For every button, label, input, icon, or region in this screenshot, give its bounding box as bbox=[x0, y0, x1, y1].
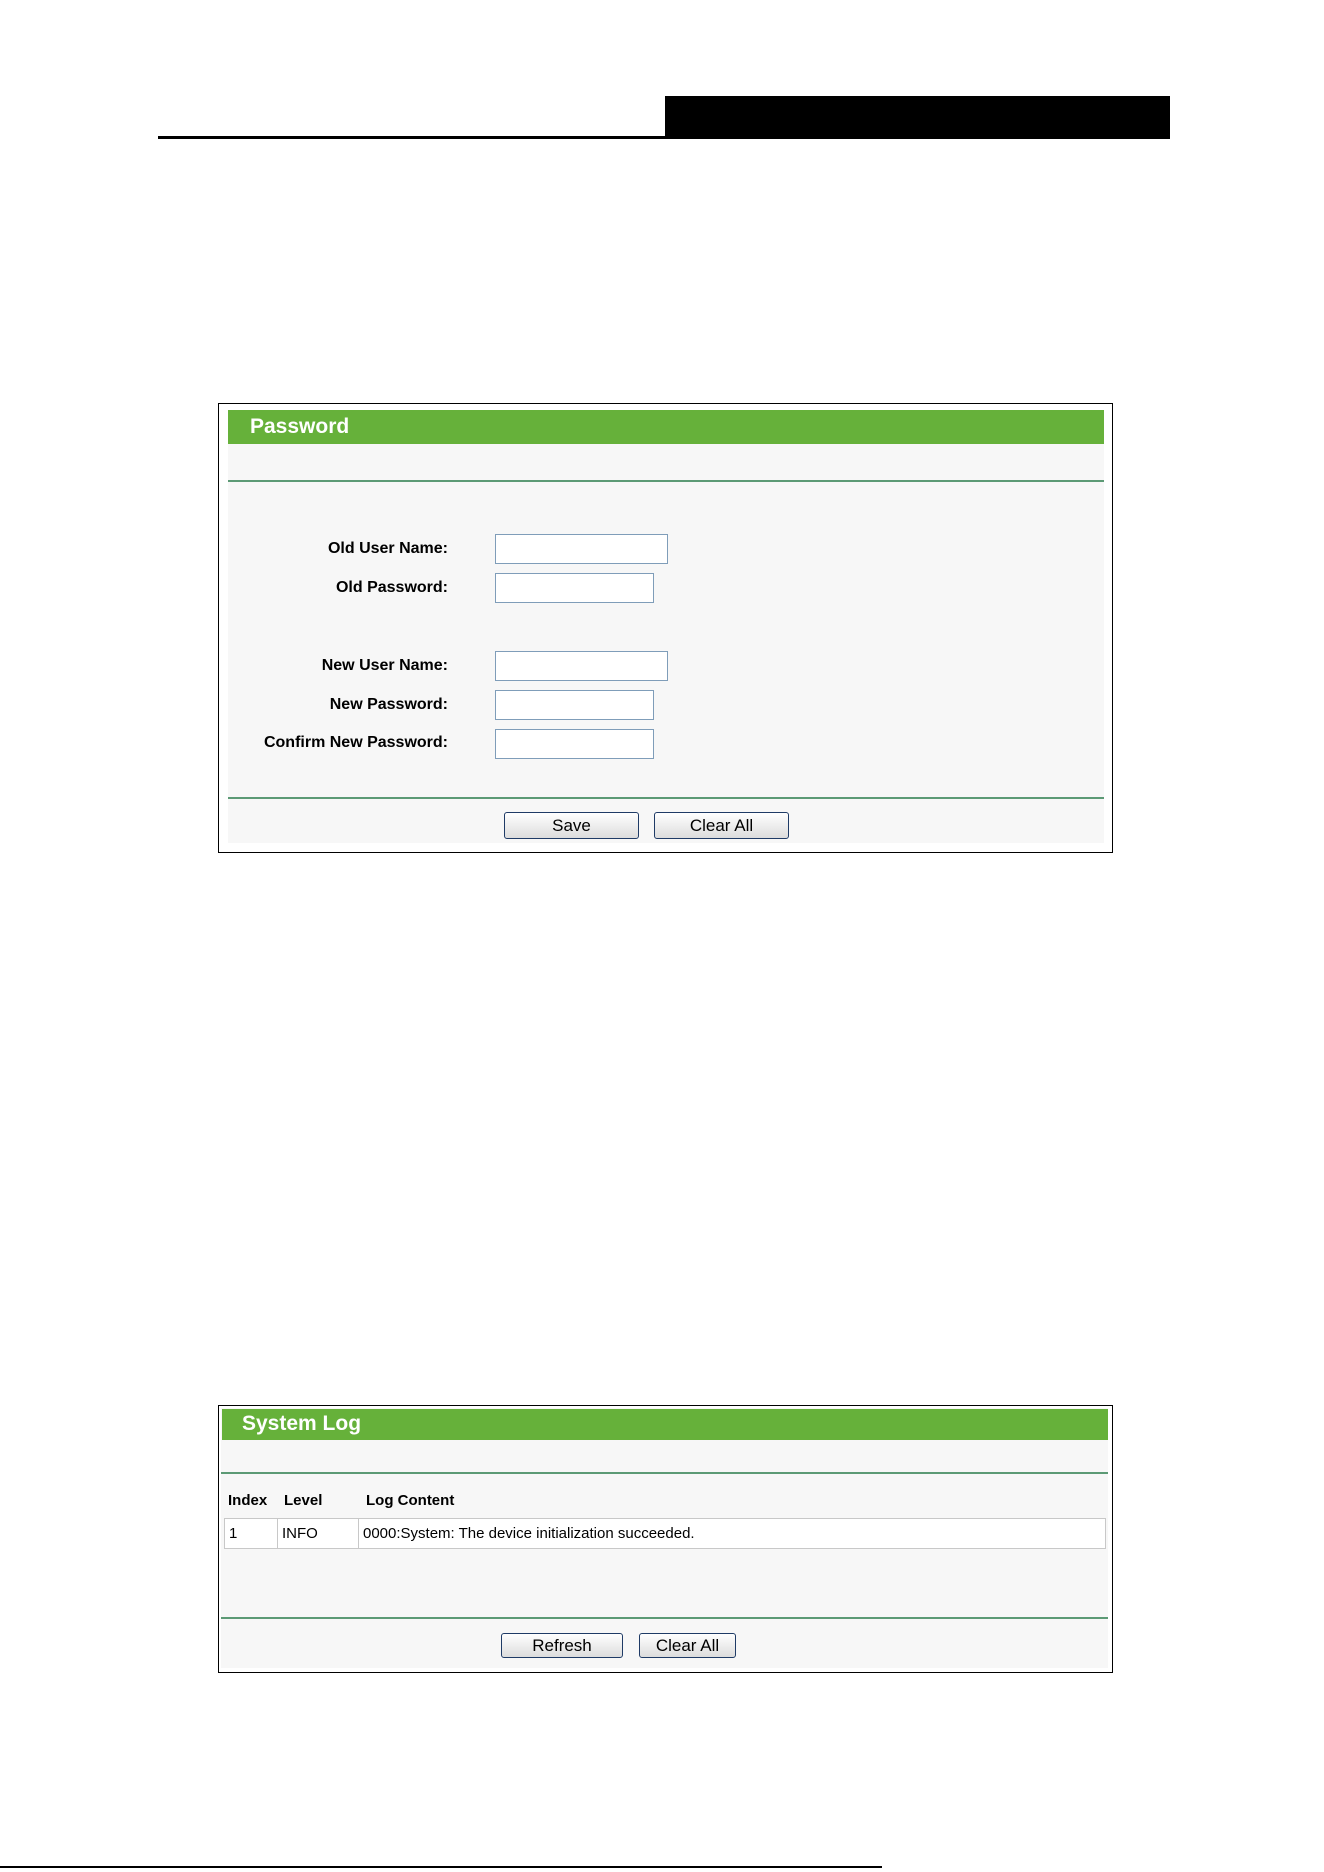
old-user-name-input[interactable] bbox=[495, 534, 668, 564]
old-user-name-label: Old User Name: bbox=[327, 540, 448, 557]
log-cell-index: 1 bbox=[229, 1525, 238, 1542]
page-header-rule bbox=[158, 136, 1170, 139]
password-panel-body bbox=[228, 413, 1104, 843]
system-log-top-divider bbox=[221, 1472, 1108, 1474]
clear-all-button[interactable]: Clear All bbox=[654, 812, 789, 839]
log-column-content: Log Content bbox=[366, 1492, 455, 1509]
password-top-divider bbox=[228, 480, 1104, 482]
password-panel-title-bar bbox=[228, 410, 1104, 444]
log-clear-all-button[interactable]: Clear All bbox=[639, 1633, 736, 1658]
page-footer-rule bbox=[0, 1866, 882, 1868]
log-column-index: Index bbox=[228, 1492, 268, 1509]
log-cell-level: INFO bbox=[282, 1525, 318, 1542]
new-user-name-label: New User Name: bbox=[321, 657, 448, 674]
old-password-input[interactable] bbox=[495, 573, 654, 603]
save-button[interactable]: Save bbox=[504, 812, 639, 839]
new-password-label: New Password: bbox=[329, 696, 448, 713]
refresh-button[interactable]: Refresh bbox=[501, 1633, 623, 1658]
system-log-title: System Log bbox=[242, 1412, 362, 1435]
new-password-input[interactable] bbox=[495, 690, 654, 720]
confirm-new-password-input[interactable] bbox=[495, 729, 654, 759]
confirm-new-password-label: Confirm New Password: bbox=[263, 734, 448, 751]
page-header-bar bbox=[665, 96, 1170, 139]
password-bottom-divider bbox=[228, 797, 1104, 799]
new-user-name-input[interactable] bbox=[495, 651, 668, 681]
log-cell-content: 0000:System: The device initialization succeeded. bbox=[363, 1525, 695, 1542]
password-panel bbox=[218, 403, 1113, 853]
table-row bbox=[224, 1518, 1106, 1549]
system-log-panel bbox=[218, 1405, 1113, 1673]
password-panel-title: Password bbox=[250, 415, 350, 438]
system-log-bottom-divider bbox=[221, 1617, 1108, 1619]
log-column-level: Level bbox=[284, 1492, 323, 1509]
system-log-title-bar bbox=[222, 1409, 1108, 1440]
old-password-label: Old Password: bbox=[335, 579, 448, 596]
